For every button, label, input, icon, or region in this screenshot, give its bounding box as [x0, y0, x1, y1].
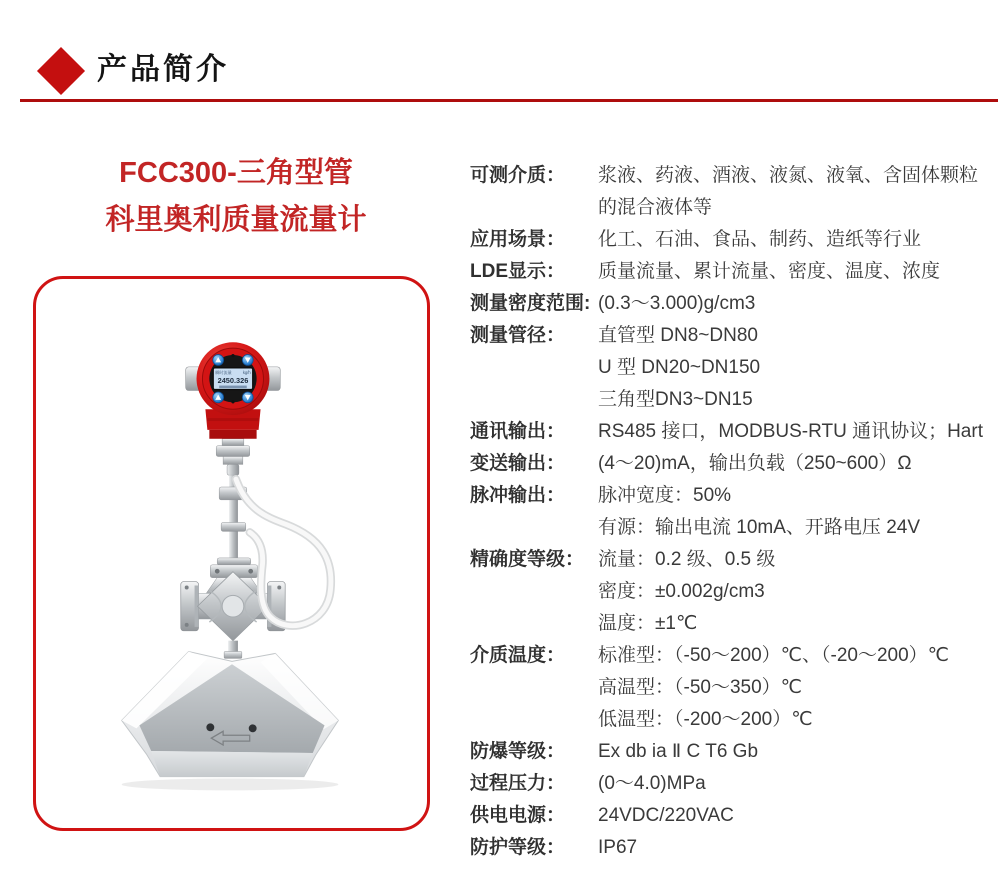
spec-values [598, 256, 990, 288]
spec-label: 过程压力： [470, 773, 566, 794]
spec-row [470, 480, 990, 544]
spec-row [470, 160, 990, 224]
spec-value-line: 流量：0.2 级、0.5 级 [598, 549, 776, 570]
spec-value-line: (4～20)mA，输出负载（250~600）Ω [598, 453, 912, 474]
spec-label: 介质温度： [470, 645, 566, 666]
spec-value-line: 标准型：（-50～200）℃、（-20～200）℃ [598, 645, 949, 666]
spec-row [470, 448, 990, 480]
spec-values [598, 448, 990, 480]
spec-row [470, 224, 990, 256]
spec-values [598, 480, 990, 544]
spec-values [598, 736, 990, 768]
spec-value-line: 浆液、药液、酒液、液氮、液氧、含固体颗粒 [598, 165, 979, 186]
lcd-display [213, 368, 252, 390]
spec-value-line: 的混合液体等 [598, 197, 713, 218]
spec-value-line: (0.3～3.000)g/cm3 [598, 293, 756, 314]
spec-value-line: (0～4.0)MPa [598, 773, 706, 794]
product-title-line1: FCC300-三角型管 [119, 157, 353, 189]
diamond-icon [37, 47, 85, 95]
spec-row [470, 736, 990, 768]
product-title-line2: 科里奥利质量流量计 [105, 204, 367, 236]
spec-label: 可测介质： [470, 165, 566, 186]
lcd-subtext-bar [219, 386, 247, 389]
spec-row [470, 288, 990, 320]
lcd-value: 2450.326 [217, 376, 249, 386]
product-image [36, 279, 427, 828]
lcd-label: 瞬时流量 [215, 369, 232, 375]
product-image-frame [33, 276, 430, 831]
spec-values [598, 832, 990, 864]
bolt-hole [249, 724, 257, 732]
spec-values [598, 544, 990, 640]
bolt-hole [206, 723, 214, 731]
spec-value-line: U 型 DN20~DN150 [598, 357, 761, 378]
spec-label: 防爆等级： [470, 741, 566, 762]
spec-label: LDE显示： [470, 261, 566, 282]
spec-row [470, 768, 990, 800]
shadow [122, 779, 339, 791]
spec-values [598, 224, 990, 256]
spec-value-line: 低温型：（-200～200）℃ [598, 709, 813, 730]
spec-row [470, 832, 990, 864]
spec-value-line: 温度：±1℃ [598, 613, 698, 634]
spec-row [470, 640, 990, 736]
spec-label: 脉冲输出： [470, 485, 566, 506]
spec-values [598, 800, 990, 832]
spec-value-line: RS485 接口，MODBUS-RTU 通讯协议；Hart [598, 421, 983, 442]
spec-value-line: 高温型：（-50～350）℃ [598, 677, 802, 698]
spec-row [470, 320, 990, 416]
spec-label: 应用场景： [470, 229, 566, 250]
spec-label: 供电电源： [470, 805, 566, 826]
spec-value-line: 24VDC/220VAC [598, 805, 734, 826]
spec-values [598, 640, 990, 736]
spec-value-line: Ex db ia Ⅱ C T6 Gb [598, 741, 759, 762]
spec-values [598, 160, 990, 224]
spec-values [598, 768, 990, 800]
spec-label: 变送输出： [470, 453, 566, 474]
transmitter-head [186, 342, 281, 439]
spec-values [598, 416, 990, 448]
spec-value-line: 三角型DN3~DN15 [598, 389, 753, 410]
product-title [52, 150, 420, 244]
spec-row [470, 544, 990, 640]
spec-label: 防护等级： [470, 837, 566, 858]
spec-value-line: 化工、石油、食品、制药、造纸等行业 [598, 229, 922, 250]
header-divider [20, 99, 998, 102]
spec-row [470, 800, 990, 832]
spec-row [470, 416, 990, 448]
spec-value-line: 脉冲宽度：50% [598, 485, 732, 506]
spec-label: 通讯输出： [470, 421, 566, 442]
sensor-housing [122, 651, 339, 776]
spec-values [598, 288, 990, 320]
lcd-unit: kg/h [242, 369, 251, 375]
spec-value-line: IP67 [598, 837, 638, 858]
page-title: 产品简介 [97, 53, 229, 86]
spec-label: 测量管径： [470, 325, 566, 346]
spec-value-line: 直管型 DN8~DN80 [598, 325, 758, 346]
spec-list [470, 160, 990, 864]
spec-value-line: 质量流量、累计流量、密度、温度、浓度 [598, 261, 941, 282]
spec-values [598, 320, 990, 416]
spec-value-line: 密度：±0.002g/cm3 [598, 581, 765, 602]
spec-label: 测量密度范围: [470, 293, 591, 314]
spec-row [470, 256, 990, 288]
spec-value-line: 有源：输出电流 10mA、开路电压 24V [598, 517, 920, 538]
spec-label: 精确度等级： [470, 549, 585, 570]
